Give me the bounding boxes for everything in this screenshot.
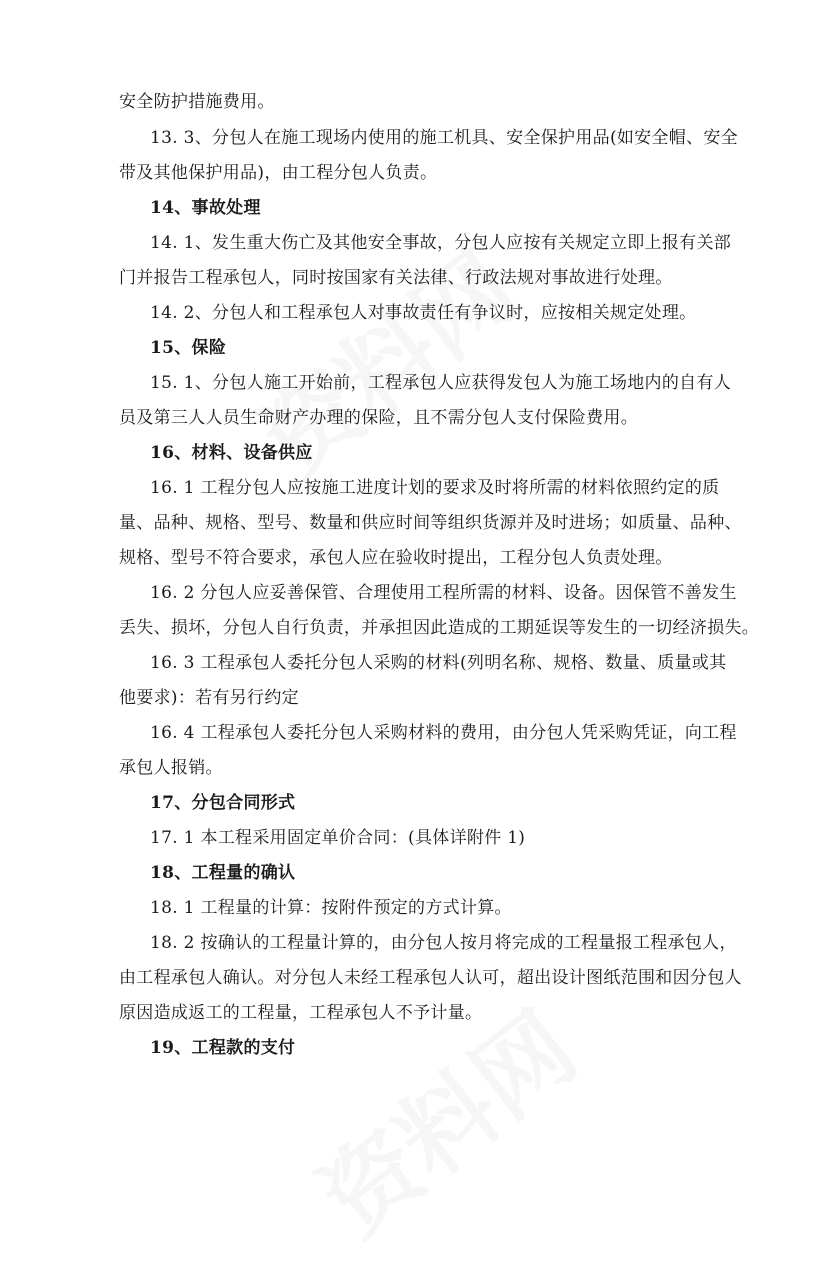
text-line: 18. 1 工程量的计算：按附件预定的方式计算。 bbox=[150, 898, 512, 918]
section-heading: 18、工程量的确认 bbox=[150, 863, 296, 883]
text-line: 16. 3 工程承包人委托分包人采购的材料(列明名称、规格、数量、质量或其 bbox=[150, 653, 727, 673]
text-line: 16. 1 工程分包人应按施工进度计划的要求及时将所需的材料依照约定的质 bbox=[150, 478, 720, 498]
section-heading: 16、材料、设备供应 bbox=[150, 443, 313, 463]
text-line: 14. 1、发生重大伤亡及其他安全事故，分包人应按有关规定立即上报有关部 bbox=[150, 233, 732, 253]
text-line: 量、品种、规格、型号、数量和供应时间等组织货源并及时进场；如质量、品种、 bbox=[119, 513, 742, 533]
text-line: 15. 1、分包人施工开始前，工程承包人应获得发包人为施工场地内的自有人 bbox=[150, 373, 732, 393]
text-line: 丢失、损坏，分包人自行负责，并承担因此造成的工期延误等发生的一切经济损失。 bbox=[119, 618, 760, 638]
text-line: 18. 2 按确认的工程量计算的，由分包人按月将完成的工程量报工程承包人， bbox=[150, 933, 737, 953]
text-line: 由工程承包人确认。对分包人未经工程承包人认可，超出设计图纸范围和因分包人 bbox=[119, 968, 742, 988]
text-line: 规格、型号不符合要求，承包人应在验收时提出，工程分包人负责处理。 bbox=[119, 548, 673, 568]
text-line: 员及第三人人员生命财产办理的保险，且不需分包人支付保险费用。 bbox=[119, 408, 638, 428]
text-line: 带及其他保护用品)，由工程分包人负责。 bbox=[119, 163, 438, 183]
section-heading: 17、分包合同形式 bbox=[150, 793, 296, 813]
text-line: 13. 3、分包人在施工现场内使用的施工机具、安全保护用品(如安全帽、安全 bbox=[150, 128, 738, 148]
text-line: 16. 4 工程承包人委托分包人采购材料的费用，由分包人凭采购凭证，向工程 bbox=[150, 723, 737, 743]
text-line: 14. 2、分包人和工程承包人对事故责任有争议时，应按相关规定处理。 bbox=[150, 303, 697, 323]
section-heading: 19、工程款的支付 bbox=[150, 1038, 296, 1058]
text-line: 原因造成返工的工程量，工程承包人不予计量。 bbox=[119, 1003, 483, 1023]
section-heading: 15、保险 bbox=[150, 338, 227, 358]
text-line: 承包人报销。 bbox=[119, 758, 223, 778]
text-line: 门并报告工程承包人，同时按国家有关法律、行政法规对事故进行处理。 bbox=[119, 268, 673, 288]
text-line: 他要求)：若有另行约定 bbox=[119, 688, 299, 708]
text-line: 安全防护措施费用。 bbox=[119, 92, 275, 112]
text-line: 16. 2 分包人应妥善保管、合理使用工程所需的材料、设备。因保管不善发生 bbox=[150, 583, 737, 603]
section-heading: 14、事故处理 bbox=[150, 198, 261, 218]
text-line: 17. 1 本工程采用固定单价合同：(具体详附件 1) bbox=[150, 828, 526, 848]
